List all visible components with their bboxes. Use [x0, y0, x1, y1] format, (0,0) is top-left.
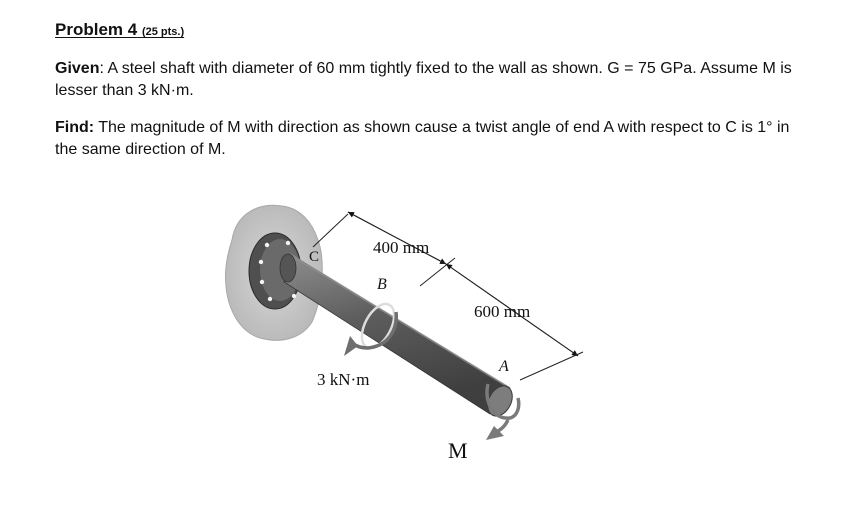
find-label: Find: [55, 119, 95, 136]
shaft [284, 254, 510, 414]
given-text: : A steel shaft with diameter of 60 mm tightly fixed to the wall as shown. G = 75 GPa. Assume M is lesser than 3 kN·m. [55, 60, 792, 99]
torque-arrowhead-b [344, 336, 358, 356]
problem-title: Problem 4 [55, 20, 138, 39]
torque-label-b: 3 kN·m [317, 370, 370, 389]
label-c: C [309, 249, 320, 265]
given-label: Given [55, 60, 100, 77]
dimension-cb: 400 mm [373, 238, 430, 257]
torque-label-a: M [448, 438, 468, 463]
find-text: The magnitude of M with direction as shown cause a twist angle of end A with respect to C is 1° in the same direction of M. [55, 119, 790, 158]
shaft-root [280, 254, 296, 282]
dimension-ba: 600 mm [474, 302, 531, 321]
problem-points: (25 pts.) [141, 26, 185, 38]
label-a: A [499, 358, 509, 375]
label-b: B [377, 276, 387, 293]
